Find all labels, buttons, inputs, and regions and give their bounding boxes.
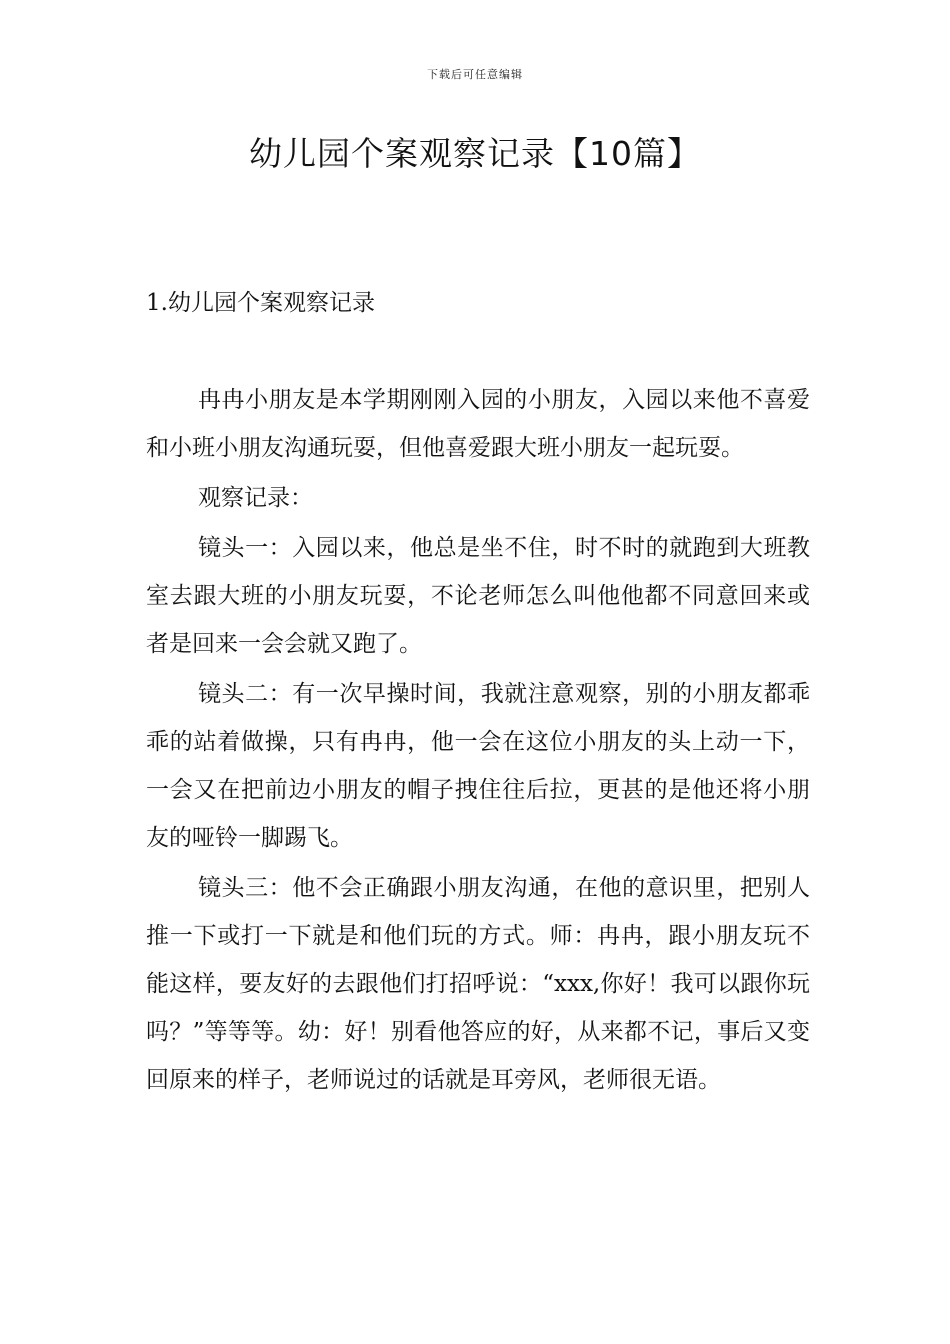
paragraph-scene-one: 镜头一：入园以来，他总是坐不住，时不时的就跑到大班教室去跟大班的小朋友玩耍，不论老师怎么叫他他都不同意回来或者是回来一会会就又跑了。 [146,535,810,657]
paragraph-scene-three: 镜头三：他不会正确跟小朋友沟通，在他的意识里，把别人推一下或打一下就是和他们玩的方式。师：冉冉，跟小朋友玩不能这样，要友好的去跟他们打招呼说：“xxx,你好！我可以跟你玩吗？”等等等。幼：好！别看他答应的好，从来都不记，事后又变回原来的样子，老师说过的话就是耳旁风，老师很无语。 [146,875,810,1093]
document-title: 幼儿园个案观察记录【10篇】 [249,134,701,173]
paragraph-intro: 冉冉小朋友是本学期刚刚入园的小朋友，入园以来他不喜爱和小班小朋友沟通玩耍，但他喜爱跟大班小朋友一起玩耍。 [146,387,810,461]
paragraph-observation-label: 观察记录： [198,485,313,511]
section-heading: 1.幼儿园个案观察记录 [146,290,375,316]
paragraph-scene-two: 镜头二：有一次早操时间，我就注意观察，别的小朋友都乖乖的站着做操，只有冉冉，他一会在这位小朋友的头上动一下，一会又在把前边小朋友的帽子拽住往后拉，更甚的是他还将小朋友的哑铃一脚踢飞。 [146,681,810,851]
header-note: 下载后可任意编辑 [427,68,523,81]
body-text [146,376,810,1106]
